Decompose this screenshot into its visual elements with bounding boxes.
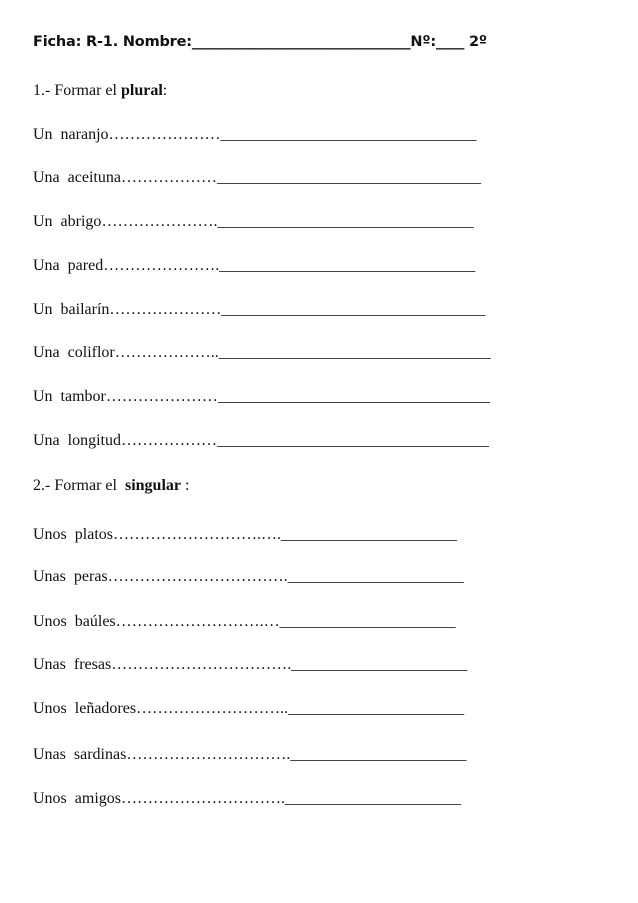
answer-blank: __________________________________ <box>217 432 489 449</box>
nombre-label: Nombre: <box>122 34 192 50</box>
exercise-line <box>33 699 464 719</box>
exercise-line <box>33 212 473 232</box>
answer-blank: ______________________ <box>288 700 465 717</box>
answer-blank: ________________________________ <box>220 126 477 143</box>
dot-leader: ………………… <box>109 301 222 318</box>
singular-word: Un abrigo <box>33 213 102 230</box>
dot-leader: …………………………. <box>121 790 285 807</box>
singular-word: Un naranjo <box>33 126 109 143</box>
dot-leader: ………………… <box>103 257 216 274</box>
singular-word: Una coliflor <box>33 344 115 361</box>
exercise-line <box>33 431 489 451</box>
worksheet-header <box>33 34 593 50</box>
dot-leader: …………………………. <box>126 746 291 763</box>
exercise-line <box>33 745 466 765</box>
answer-blank: .______________________ <box>287 656 468 673</box>
singular-word: Una longitud <box>33 432 121 449</box>
dot-leader: ………………… <box>108 126 221 143</box>
exercise-line <box>33 612 456 632</box>
exercise-line <box>33 525 457 545</box>
plural-word: Unas fresas <box>33 656 112 673</box>
dot-leader: ………………… <box>105 388 218 405</box>
singular-word: Un bailarín <box>33 301 110 318</box>
exercise-line <box>33 655 467 675</box>
answer-blank: .________________________________ <box>215 257 476 274</box>
plural-word: Unos platos <box>33 526 113 543</box>
dot-leader: ……………………….…. <box>113 526 281 543</box>
dot-leader: ……………………….… <box>115 613 280 630</box>
plural-word: Unos amigos <box>33 790 121 807</box>
answer-blank: .________________________________ <box>213 213 474 230</box>
plural-word: Unas sardinas <box>33 746 127 763</box>
plural-word: Unos leñadores <box>33 700 137 717</box>
answer-blank: ______________________ <box>285 790 461 807</box>
ficha-label: Ficha: R-1. <box>33 34 119 50</box>
exercise-line <box>33 567 464 587</box>
dot-leader: ……………….. <box>114 344 219 361</box>
dot-leader: ………………… <box>101 213 214 230</box>
answer-blank: ______________________ <box>281 526 457 543</box>
singular-word: Un tambor <box>33 388 106 405</box>
grado-label: 2º <box>469 34 487 50</box>
nombre-blank: _______________________________ <box>191 34 411 50</box>
dot-leader: ……………… <box>120 169 217 186</box>
answer-blank: ______________________ <box>279 613 456 630</box>
numero-label: Nº: <box>410 34 436 50</box>
exercise-line <box>33 256 475 276</box>
answer-blank: ______________________ <box>287 568 464 585</box>
numero-blank: ____ <box>435 34 465 50</box>
exercise-line <box>33 343 491 363</box>
exercise-line <box>33 125 477 145</box>
exercise-line <box>33 300 485 320</box>
singular-word: Una pared <box>33 257 104 274</box>
plural-word: Unas peras <box>33 568 108 585</box>
answer-blank: ______________________ <box>290 746 467 763</box>
dot-leader: …………………………… <box>111 656 288 673</box>
dot-leader: ……………… <box>121 432 217 449</box>
section-2-title: 2.- Formar el singular : <box>33 477 190 494</box>
exercise-line <box>33 387 490 407</box>
answer-blank: _________________________________ <box>221 301 486 318</box>
answer-blank: __________________________________ <box>217 388 490 405</box>
section-1-title: 1.- Formar el plural: <box>33 82 168 99</box>
dot-leader: ……………………………. <box>107 568 288 585</box>
answer-blank: _________________________________ <box>216 169 481 186</box>
exercise-line <box>33 789 461 809</box>
singular-word: Una aceituna <box>33 169 121 186</box>
answer-blank: __________________________________ <box>218 344 491 361</box>
dot-leader: ……………………….. <box>136 700 289 717</box>
plural-word: Unos baúles <box>33 613 116 630</box>
exercise-line <box>33 168 481 188</box>
